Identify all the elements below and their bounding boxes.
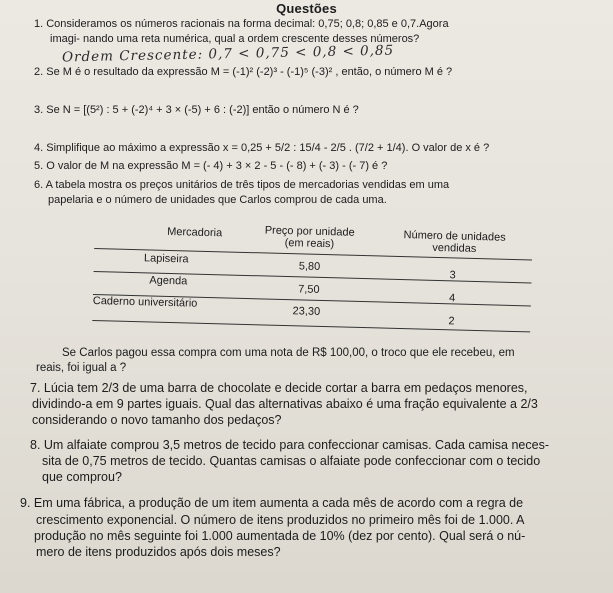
question-1-line-1: 1. Consideramos os números racionais na forma decimal: 0,75; 0,8; 0,85 e 0,7.Agora [34, 18, 449, 30]
question-7-line-2: dividindo-a em 9 partes iguais. Qual das alternativas abaixo é uma fração equivalente a 2/3 [32, 397, 538, 411]
table-header-mercadoria: Mercadoria [166, 225, 223, 240]
handwritten-answer: Ordem Crescente: 0,7 < 0,75 < 0,8 < 0,85 [61, 42, 395, 66]
question-4: 4. Simplifique ao máximo a expressão x = 0,25 + 5/2 : 15/4 - 2/5 . (7/2 + 1/4). O valor de x é ? [34, 142, 490, 154]
row-1-units: 3 [449, 269, 456, 282]
question-7-line-1: 7. Lúcia tem 2/3 de uma barra de chocolate e decide cortar a barra em pedaços menores, [30, 381, 528, 395]
row-2-item: Agenda [149, 274, 188, 288]
question-9-line-1: 9. Em uma fábrica, a produção de um item aumenta a cada mês de acordo com a regra de [20, 496, 524, 510]
table-header-unidades-line-1: Número de unidades [403, 229, 506, 244]
page-title: Questões [276, 1, 337, 16]
question-8-line-3: que comprou? [42, 470, 122, 484]
row-1-price: 5,80 [298, 260, 321, 273]
table-divider [92, 320, 530, 332]
price-table [92, 218, 535, 341]
question-3: 3. Se N = [(5²) : 5 + (-2)⁴ + 3 × (-5) + 6 : (-2)] então o número N é ? [34, 104, 359, 116]
row-2-units: 4 [448, 292, 456, 305]
question-6-after-line-1: Se Carlos pagou essa compra com uma nota de R$ 100,00, o troco que ele recebeu, em [62, 347, 515, 359]
row-2-price: 7,50 [298, 283, 320, 296]
question-1-line-2: imagi- nando uma reta numérica, qual a ordem crescente desses números? [50, 33, 420, 45]
question-9-line-2: crescimento exponencial. O número de itens produzidos no primeiro mês foi de 1.000. A [36, 513, 525, 527]
row-3-units: 2 [448, 315, 455, 328]
question-5: 5. O valor de M na expressão M = (- 4) + 3 × 2 - 5 - (- 8) + (- 3) - (- 7) é ? [34, 160, 388, 172]
question-2: 2. Se M é o resultado da expressão M = (-1)² (-2)³ - (-1)⁵ (-3)² , então, o número M é ? [34, 66, 453, 78]
question-7-line-3: considerando o novo tamanho dos pedaços? [32, 413, 282, 427]
question-6-after-line-2: reais, foi igual a ? [36, 362, 127, 374]
row-3-price: 23,30 [292, 305, 321, 318]
row-3-item: Caderno universitário [92, 294, 198, 310]
question-6-line-2: papelaria e o número de unidades que Carlos comprou de cada uma. [48, 194, 387, 206]
question-9-line-4: mero de itens produzidos após dois meses? [36, 545, 281, 559]
table-header-preco-line-1: Preço por unidade [264, 224, 355, 239]
question-8-line-1: 8. Um alfaiate comprou 3,5 metros de tecido para confeccionar camisas. Cada camisa neces- [30, 438, 549, 452]
question-9-line-3: produção no mês seguinte foi 1.000 aumentada de 10% (dez por cento). Qual será o nú- [34, 529, 526, 543]
row-1-item: Lapiseira [143, 252, 189, 266]
table-header-preco-line-2: (em reais) [284, 236, 335, 251]
question-6-line-1: 6. A tabela mostra os preços unitários de três tipos de mercadorias vendidas em uma [34, 179, 450, 191]
table-header-unidades-line-2: vendidas [432, 241, 477, 255]
question-8-line-2: sita de 0,75 metros de tecido. Quantas camisas o alfaiate pode confeccionar com o tecido [42, 454, 541, 468]
